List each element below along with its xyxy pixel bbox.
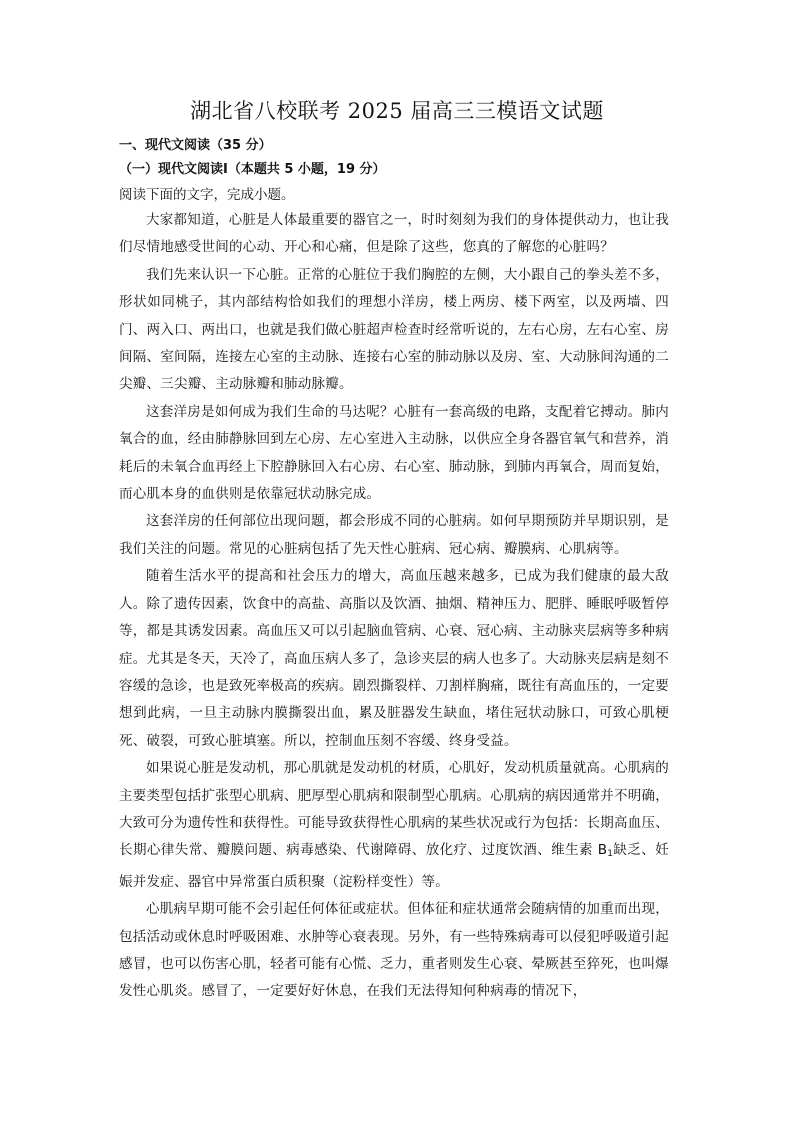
vitamin-b-subscript: 1 [607, 849, 614, 860]
paragraph-6-tail: 缺乏、妊娠并发症、器官中异常蛋白质积聚（淀粉样变性）等。 [119, 842, 669, 890]
paragraph-4: 这套洋房的任何部位出现问题，都会形成不同的心脏病。如何早期预防并早期识别，是我们关注的问题。常见的心脏病包括了先天性心脏病、冠心病、瓣膜病、心肌病等。 [119, 513, 669, 557]
paragraph-3: 这套洋房是如何成为我们生命的马达呢？心脏有一套高级的电路，支配着它搏动。肺内氧合的血，经由肺静脉回到左心房、左心室进入主动脉，以供应全身各器官氧气和营养，消耗后的未氧合血再经上下腔静脉回入右心房、右心室、肺动脉，到肺内再氧合，周而复始，而心肌本身的血供则是依靠冠状动脉完成。 [119, 403, 669, 503]
paragraph-7: 心肌病早期可能不会引起任何体征或症状。但体征和症状通常会随病情的加重而出现，包括活动或休息时呼吸困难、水肿等心衰表现。另外，有一些特殊病毒可以侵犯呼吸道引起感冒，也可以伤害心肌，轻者可能有心慌、乏力，重者则发生心衰、晕厥甚至猝死，也叫爆发性心肌炎。感冒了，一定要好好休息，在我们无法得知何种病毒的情况下， [119, 901, 669, 1000]
reading-instruction: 阅读下面的文字，完成小题。 [119, 187, 295, 203]
subsection-heading: （一）现代文阅读Ⅰ（本题共 5 小题，19 分） [119, 162, 386, 177]
section-heading: 一、现代文阅读（35 分） [119, 138, 272, 153]
document-body [119, 135, 669, 1006]
paragraph-2: 我们先来认识一下心脏。正常的心脏位于我们胸腔的左侧，大小跟自己的拳头差不多，形状如同桃子，其内部结构恰如我们的理想小洋房，楼上两房、楼下两室，以及两墙、四门、两入口、两出口，也就是我们做心脏超声检查时经常听说的，左右心房，左右心室、房间隔、室间隔，连接左心室的主动脉、连接右心室的肺动脉以及房、室、大动脉间沟通的二尖瓣、三尖瓣、主动脉瓣和肺动脉瓣。 [119, 266, 669, 393]
page-title: 湖北省八校联考 2025 届高三三模语文试题 [190, 99, 604, 123]
paragraph-5: 随着生活水平的提高和社会压力的增大，高血压越来越多，已成为我们健康的最大敌人。除了遗传因素，饮食中的高盐、高脂以及饮酒、抽烟、精神压力、肥胖、睡眠呼吸暂停等，都是其诱发因素。高血压又可以引起脑血管病、心衰、冠心病、主动脉夹层病等多种病症。尤其是冬天，天冷了，高血压病人多了，急诊夹层的病人也多了。大动脉夹层病是刻不容缓的急诊，也是致死率极高的疾病。剧烈撕裂样、刀割样胸痛，既往有高血压的，一定要想到此病，一旦主动脉内膜撕裂出血，累及脏器发生缺血，堵住冠状动脉口，可致心肌梗死、破裂，可致心脏填塞。所以，控制血压刻不容缓、终身受益。 [119, 568, 669, 749]
paragraph-1: 大家都知道，心脏是人体最重要的器官之一，时时刻刻为我们的身体提供动力，也让我们尽情地感受世间的心动、开心和心痛，但是除了这些，您真的了解您的心脏吗？ [119, 212, 669, 256]
paragraph-6-text: 如果说心脏是发动机，那心肌就是发动机的材质，心肌好，发动机质量就高。心肌病的主要类型包括扩张型心肌病、肥厚型心肌病和限制型心肌病。心肌病的病因通常并不明确，大致可分为遗传性和获得性。可能导致获得性心肌病的某些状况或行为包括：长期高血压、长期心律失常、瓣膜问题、病毒感染、代谢障碍、放化疗、过度饮酒、维生素 B [119, 760, 669, 859]
paragraph-6 [119, 755, 669, 896]
